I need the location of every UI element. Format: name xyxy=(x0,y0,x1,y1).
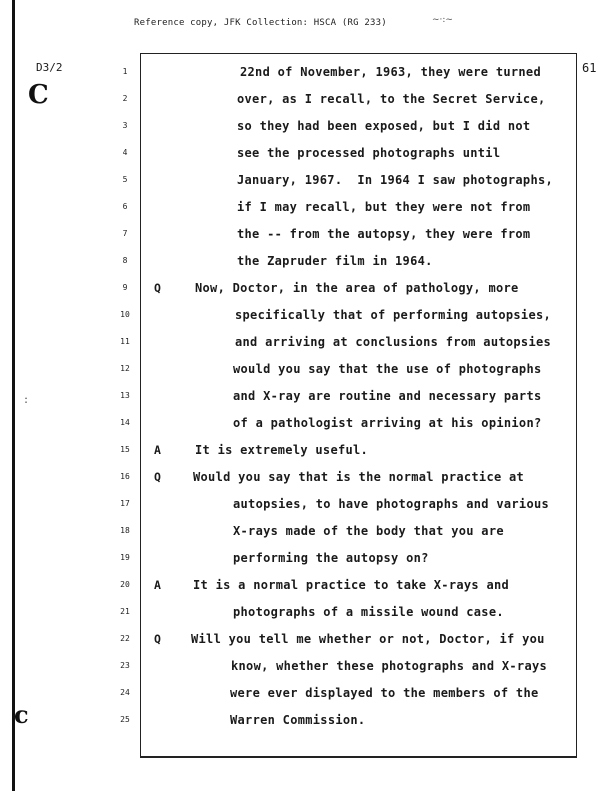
line-number: 10 xyxy=(120,310,130,319)
hole-punch-mark: 𝐂 xyxy=(28,80,49,110)
transcript-line-text: and arriving at conclusions from autopsies xyxy=(235,335,552,349)
line-number: 22 xyxy=(120,634,130,643)
transcript-line-text: Warren Commission. xyxy=(230,713,366,727)
line-number: 6 xyxy=(122,202,128,211)
line-number: 8 xyxy=(122,256,128,265)
transcript-line-text: specifically that of performing autopsies, xyxy=(235,308,552,322)
line-number: 9 xyxy=(122,283,128,292)
speaker-label: A xyxy=(154,578,161,592)
transcript-line-text: performing the autopsy on? xyxy=(233,551,429,565)
stamp-smudge: ~·:~ xyxy=(432,15,453,25)
hole-punch-mark: ϲ xyxy=(14,700,29,729)
transcript-line-text: It is a normal practice to take X-rays and xyxy=(193,578,510,592)
line-number: 13 xyxy=(120,391,130,400)
line-number: 16 xyxy=(120,472,130,481)
transcript-line-text: so they had been exposed, but I did not xyxy=(237,119,531,133)
margin-mark: : xyxy=(24,392,29,406)
line-number: 17 xyxy=(120,499,130,508)
line-number: 5 xyxy=(122,175,128,184)
transcript-line-text: It is extremely useful. xyxy=(195,443,369,457)
line-number: 19 xyxy=(120,553,130,562)
speaker-label: Q xyxy=(154,281,161,295)
line-number: 21 xyxy=(120,607,130,616)
transcript-line-text: if I may recall, but they were not from xyxy=(237,200,531,214)
speaker-label: A xyxy=(154,443,161,457)
transcript-line-text: would you say that the use of photographs xyxy=(233,362,542,376)
line-number: 12 xyxy=(120,364,130,373)
line-number: 14 xyxy=(120,418,130,427)
transcript-line-text: and X-ray are routine and necessary parts xyxy=(233,389,542,403)
transcript-line-text: autopsies, to have photographs and various xyxy=(233,497,550,511)
line-number: 23 xyxy=(120,661,130,670)
transcript-line-text: 22nd of November, 1963, they were turned xyxy=(240,65,541,79)
speaker-label: Q xyxy=(154,470,161,484)
transcript-line-text: the -- from the autopsy, they were from xyxy=(237,227,531,241)
transcript-line-text: Will you tell me whether or not, Doctor, if you xyxy=(191,632,545,646)
transcript-line-text: were ever displayed to the members of the xyxy=(230,686,539,700)
line-number: 20 xyxy=(120,580,130,589)
line-number: 25 xyxy=(120,715,130,724)
transcript-line-text: January, 1967. In 1964 I saw photographs, xyxy=(237,173,554,187)
transcript-line-text: over, as I recall, to the Secret Service, xyxy=(237,92,546,106)
transcript-line-text: Now, Doctor, in the area of pathology, more xyxy=(195,281,519,295)
transcript-line-text: the Zapruder film in 1964. xyxy=(237,254,433,268)
line-number: 15 xyxy=(120,445,130,454)
line-number: 4 xyxy=(122,148,128,157)
transcript-line-text: know, whether these photographs and X-rays xyxy=(231,659,548,673)
transcript-line-text: X-rays made of the body that you are xyxy=(233,524,504,538)
line-number: 3 xyxy=(122,121,128,130)
transcript-line-text: Would you say that is the normal practice at xyxy=(193,470,525,484)
speaker-label: Q xyxy=(154,632,161,646)
transcript-line-text: see the processed photographs until xyxy=(237,146,501,160)
page-header: Reference copy, JFK Collection: HSCA (RG 233) xyxy=(134,18,387,28)
line-number: 24 xyxy=(120,688,130,697)
binding-edge xyxy=(12,0,15,791)
line-number: 7 xyxy=(122,229,128,238)
line-number: 2 xyxy=(122,94,128,103)
line-number: 11 xyxy=(120,337,130,346)
transcript-line-text: of a pathologist arriving at his opinion? xyxy=(233,416,542,430)
line-number: 18 xyxy=(120,526,130,535)
line-number: 1 xyxy=(122,67,128,76)
transcript-line-text: photographs of a missile wound case. xyxy=(233,605,504,619)
document-id: D3/2 xyxy=(36,61,63,74)
page-number: 61 xyxy=(582,61,597,75)
